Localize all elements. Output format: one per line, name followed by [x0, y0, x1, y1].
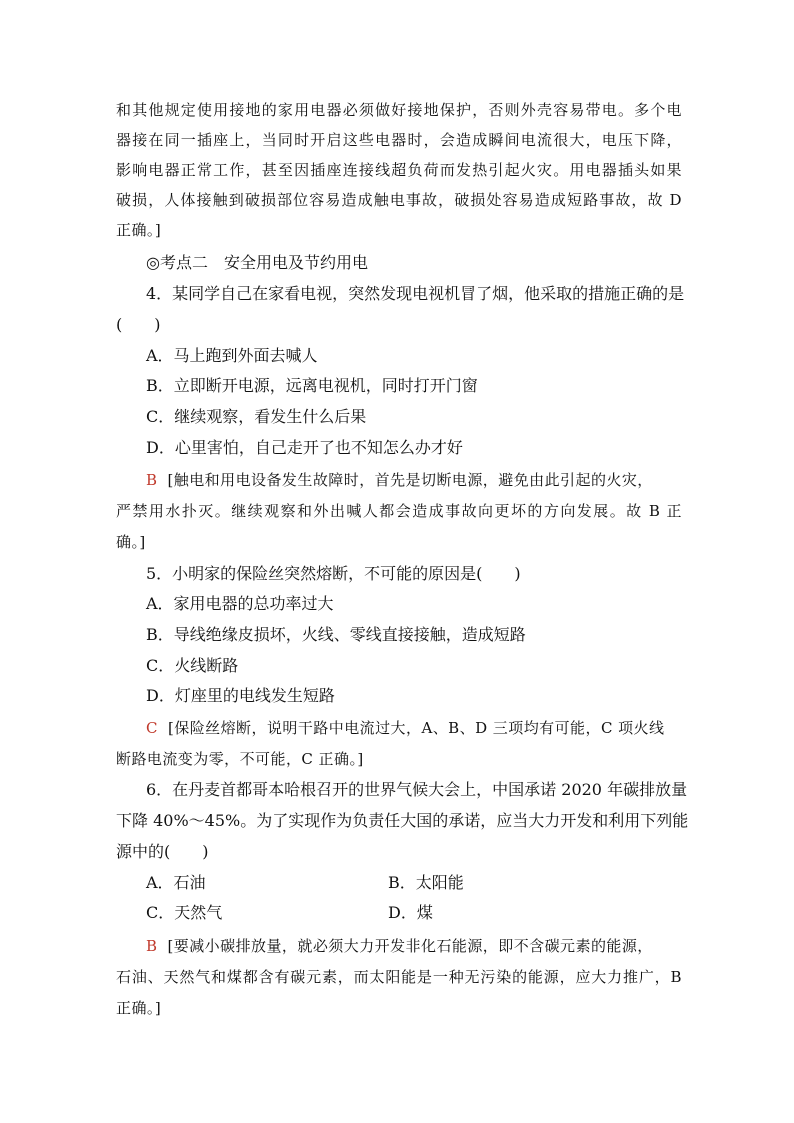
question-5-option-a: A．家用电器的总功率过大 [146, 594, 334, 613]
question-4-option-a: A．马上跑到外面去喊人 [146, 346, 318, 365]
question-6-option-row [146, 903, 712, 923]
question-5-explanation [146, 718, 682, 738]
question-4-option-c: C．继续观察，看发生什么后果 [146, 407, 367, 426]
question-4-option-d: D．心里害怕，自己走开了也不知怎么办才好 [146, 438, 463, 457]
question-6-explanation-line: 正确。] [116, 999, 162, 1017]
question-4-option-b: B．立即断开电源，远离电视机，同时打开门窗 [146, 376, 478, 395]
question-4-explanation-line: 严禁用水扑灭。继续观察和外出喊人都会造成事故向更坏的方向发展。故 B 正 [116, 502, 682, 520]
question-5-option-c: C．火线断路 [146, 656, 239, 675]
question-6-explanation-line: [要减小碳排放量，就必须大力开发非化石能源，即不含碳元素的能源， [167, 937, 653, 955]
question-4-stem-bracket: ( ) [116, 315, 161, 334]
question-5-explanation-line: [保险丝熔断，说明干路中电流过大，A、B、D 三项均有可能，C 项火线 [167, 719, 665, 737]
question-6-stem: 源中的( ) [116, 842, 209, 861]
question-4-explanation-line: 确。] [116, 533, 146, 551]
question-5-explanation-line: 断路电流变为零，不可能，C 正确。] [116, 750, 364, 768]
question-4-answer: B [146, 471, 158, 489]
prev-explanation-line: 破损，人体接触到破损部位容易造成触电事故，破损处容易造成短路事故，故 D [116, 191, 682, 209]
prev-explanation-line: 正确。] [116, 221, 162, 239]
question-5-option-b: B．导线绝缘皮损坏，火线、零线直接接触，造成短路 [146, 625, 526, 644]
question-6-option-b: B．太阳能 [388, 873, 464, 892]
question-5-stem: 5．小明家的保险丝突然熔断，不可能的原因是( ) [146, 564, 521, 583]
question-6-stem: 下降 40%～45%。为了实现作为负责任大国的承诺，应当大力开发和利用下列能 [116, 811, 689, 830]
question-6-explanation-line: 石油、天然气和煤都含有碳元素，而太阳能是一种无污染的能源，应大力推广，B [116, 968, 682, 986]
question-6-option-a: A．石油 [146, 873, 206, 892]
prev-explanation-line: 器接在同一插座上，当同时开启这些电器时，会造成瞬间电流很大，电压下降， [116, 131, 682, 149]
question-6-answer: B [146, 937, 158, 955]
question-4-explanation [146, 470, 682, 490]
question-5-answer: C [146, 719, 158, 737]
question-6-explanation [146, 936, 682, 956]
question-6-option-d: D．煤 [388, 903, 433, 922]
question-4-explanation-line: [触电和用电设备发生故障时，首先是切断电源，避免由此引起的火灾， [167, 471, 653, 489]
question-4-stem: 4．某同学自己在家看电视，突然发现电视机冒了烟，他采取的措施正确的是 [146, 284, 685, 303]
prev-explanation-line: 影响电器正常工作，甚至因插座连接线超负荷而发热引起火灾。用电器插头如果 [116, 161, 682, 179]
question-6-stem: 6．在丹麦首都哥本哈根召开的世界气候大会上，中国承诺 2020 年碳排放量 [146, 780, 688, 799]
section-title: ◎考点二 安全用电及节约用电 [146, 253, 368, 272]
question-6-option-c: C．天然气 [146, 903, 223, 922]
question-5-option-d: D．灯座里的电线发生短路 [146, 686, 335, 705]
prev-explanation-line: 和其他规定使用接地的家用电器必须做好接地保护，否则外壳容易带电。多个电 [116, 101, 682, 119]
question-6-option-row [146, 873, 712, 893]
